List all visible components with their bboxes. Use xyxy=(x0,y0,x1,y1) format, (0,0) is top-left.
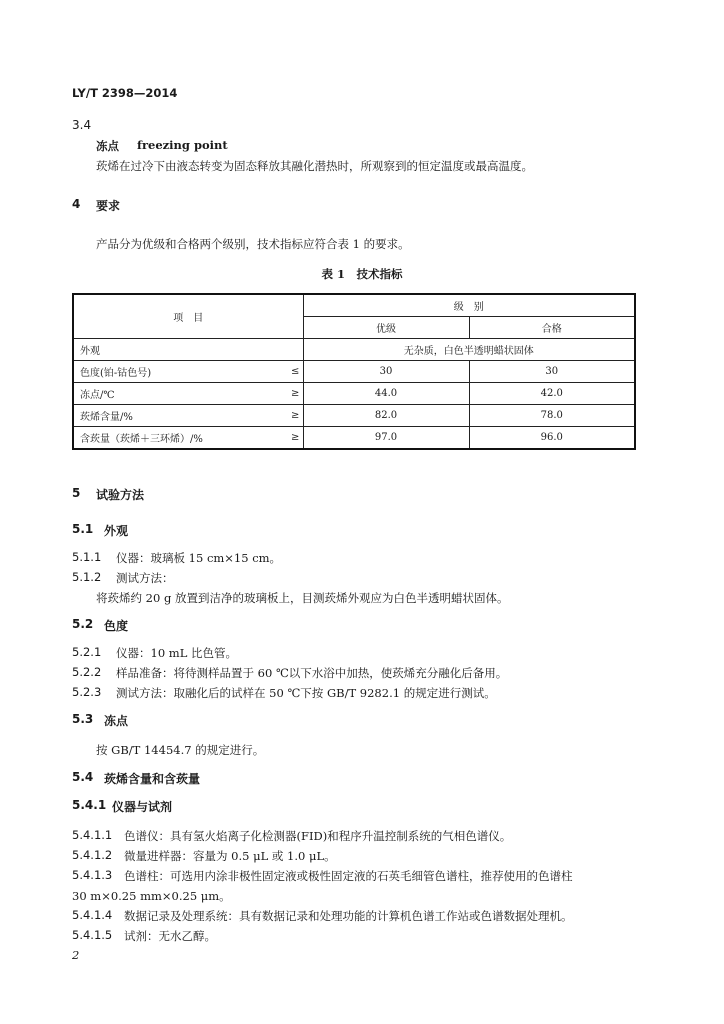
row-symbol: ≥ xyxy=(285,427,303,450)
spec-table xyxy=(72,293,636,450)
section-5-3-title: 冻点 xyxy=(104,714,129,728)
term-definition: 莰烯在过冷下由液态转变为固态释放其融化潜热时，所观察到的恒定温度或最高温度。 xyxy=(96,159,533,173)
section-4-text: 产品分为优级和合格两个级别，技术指标应符合表 1 的要求。 xyxy=(96,237,410,251)
section-5-3-number: 5.3 xyxy=(72,712,94,726)
term-chinese: 冻点 xyxy=(96,139,119,153)
row-item: 含莰量（莰烯＋三环烯）/% xyxy=(73,427,285,450)
clause-text: 测试方法：取融化后的试样在 50 ℃下按 GB/T 9282.1 的规定进行测试。 xyxy=(116,686,496,700)
clause-text: 将莰烯约 20 g 放置到洁净的玻璃板上，目测莰烯外观应为白色半透明蜡状固体。 xyxy=(96,591,509,605)
table-row xyxy=(73,405,635,427)
clause-number: 5.1.1 xyxy=(72,550,102,564)
section-3-4-number: 3.4 xyxy=(72,118,92,132)
row-premium: 97.0 xyxy=(303,427,469,450)
row-merged-value: 无杂质，白色半透明蜡状固体 xyxy=(303,339,635,361)
section-5-1-title: 外观 xyxy=(104,524,129,538)
clause-number: 5.4.1.5 xyxy=(72,928,113,942)
clause-text: 按 GB/T 14454.7 的规定进行。 xyxy=(96,743,265,757)
row-item: 冻点/℃ xyxy=(73,383,285,405)
clause-number: 5.1.2 xyxy=(72,570,102,584)
table-caption: 表 1 技术指标 xyxy=(321,267,403,281)
row-premium: 82.0 xyxy=(303,405,469,427)
clause-text: 色谱柱：可选用内涂非极性固定液或极性固定液的石英毛细管色谱柱，推荐使用的色谱柱 xyxy=(124,869,573,883)
clause-text: 色谱仪：具有氢火焰离子化检测器(FID)和程序升温控制系统的气相色谱仪。 xyxy=(124,829,512,843)
clause-number: 5.4.1.3 xyxy=(72,868,113,882)
row-qualified: 42.0 xyxy=(469,383,635,405)
clause-text: 样品准备：将待测样品置于 60 ℃以下水浴中加热，使莰烯充分融化后备用。 xyxy=(116,666,508,680)
section-5-4-number: 5.4 xyxy=(72,770,94,784)
header-premium: 优级 xyxy=(303,317,469,339)
section-5-title: 试验方法 xyxy=(96,488,145,502)
row-qualified: 30 xyxy=(469,361,635,383)
clause-number: 5.4.1.1 xyxy=(72,828,113,842)
clause-text: 试剂：无水乙醇。 xyxy=(124,929,216,943)
section-5-1-number: 5.1 xyxy=(72,522,94,536)
section-4-title: 要求 xyxy=(96,199,121,213)
clause-text: 测试方法： xyxy=(116,571,174,585)
row-item: 色度(铂-钴色号) xyxy=(73,361,285,383)
row-qualified: 96.0 xyxy=(469,427,635,450)
clause-number: 5.2.2 xyxy=(72,665,102,679)
row-qualified: 78.0 xyxy=(469,405,635,427)
row-item: 外观 xyxy=(73,339,285,361)
row-symbol: ≥ xyxy=(285,405,303,427)
section-5-2-number: 5.2 xyxy=(72,617,94,631)
table-header-row xyxy=(73,294,635,317)
clause-number: 5.4.1.4 xyxy=(72,908,113,922)
standard-code: LY/T 2398—2014 xyxy=(72,86,178,100)
page-number: 2 xyxy=(72,948,80,962)
row-premium: 30 xyxy=(303,361,469,383)
header-grade: 级 别 xyxy=(303,294,635,317)
clause-text: 仪器：10 mL 比色管。 xyxy=(116,646,237,660)
section-5-2-title: 色度 xyxy=(104,619,129,633)
table-row xyxy=(73,427,635,450)
clause-text: 仪器：玻璃板 15 cm×15 cm。 xyxy=(116,551,282,565)
clause-number: 5.2.1 xyxy=(72,645,102,659)
section-5-4-1-title: 仪器与试剂 xyxy=(112,800,173,814)
clause-text: 微量进样器：容量为 0.5 μL 或 1.0 μL。 xyxy=(124,849,336,863)
table-row xyxy=(73,361,635,383)
header-qualified: 合格 xyxy=(469,317,635,339)
clause-text: 数据记录及处理系统：具有数据记录和处理功能的计算机色谱工作站或色谱数据处理机。 xyxy=(124,909,573,923)
clause-number: 5.2.3 xyxy=(72,685,102,699)
table-row xyxy=(73,339,635,361)
row-symbol xyxy=(285,339,303,361)
header-item: 项 目 xyxy=(73,294,303,339)
term-english: freezing point xyxy=(137,138,228,152)
row-premium: 44.0 xyxy=(303,383,469,405)
table-row xyxy=(73,383,635,405)
section-5-4-1-number: 5.4.1 xyxy=(72,798,107,812)
section-5-number: 5 xyxy=(72,486,81,500)
clause-text-continued: 30 m×0.25 mm×0.25 μm。 xyxy=(72,889,231,903)
row-item: 莰烯含量/% xyxy=(73,405,285,427)
section-4-number: 4 xyxy=(72,197,81,211)
row-symbol: ≥ xyxy=(285,383,303,405)
row-symbol: ≤ xyxy=(285,361,303,383)
section-5-4-title: 莰烯含量和含莰量 xyxy=(104,772,201,786)
clause-number: 5.4.1.2 xyxy=(72,848,113,862)
